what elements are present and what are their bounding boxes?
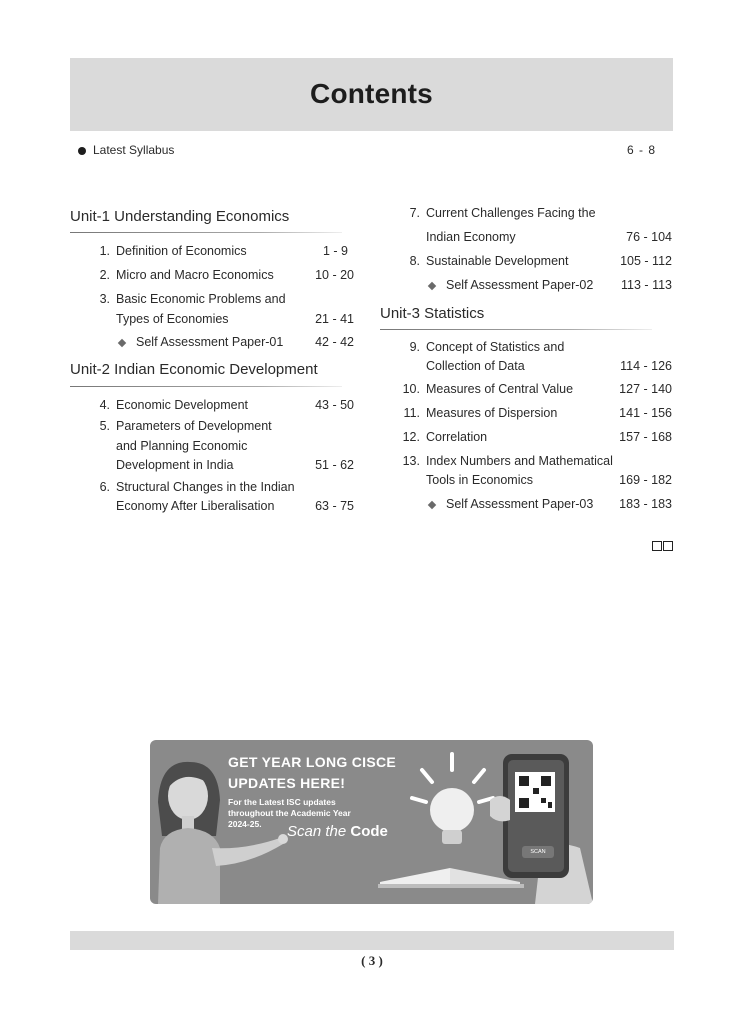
- entry-number: 4.: [99, 398, 110, 412]
- entry-pages: 127 - 140: [619, 382, 672, 396]
- entry-title-cont: Economy After Liberalisation: [116, 499, 275, 513]
- toc-entry-10[interactable]: [398, 380, 672, 400]
- footer-band: [70, 931, 674, 950]
- entry-title: Definition of Economics: [116, 244, 247, 258]
- unit-2-divider: [70, 386, 342, 387]
- entry-number: 1.: [99, 244, 110, 258]
- entry-title: Self Assessment Paper-01: [136, 335, 284, 349]
- toc-entry-7[interactable]: [398, 204, 672, 248]
- entry-title: Basic Economic Problems and: [116, 292, 286, 306]
- entry-title: Measures of Dispersion: [426, 406, 558, 420]
- unit-3-divider: [380, 329, 652, 330]
- lightbulb-icon: [412, 754, 493, 844]
- entry-number: 2.: [99, 268, 110, 282]
- entry-pages: 76 - 104: [626, 230, 672, 244]
- entry-pages: 141 - 156: [619, 406, 672, 420]
- syllabus-pages: 6 - 8: [626, 143, 656, 157]
- entry-title: Sustainable Development: [426, 254, 569, 268]
- entry-pages: 42 - 42: [315, 335, 354, 349]
- entry-pages: 10 - 20: [315, 268, 354, 282]
- entry-number: 11.: [403, 406, 420, 420]
- banner-subtext: For the Latest ISC updates throughout the Academic Year 2024-25.: [228, 797, 351, 829]
- syllabus-label: Latest Syllabus: [93, 143, 175, 157]
- entry-number: 10.: [402, 382, 420, 396]
- entry-number: 6.: [99, 480, 110, 494]
- toc-entry-12[interactable]: [398, 428, 672, 448]
- unit-2-heading: Unit-2 Indian Economic Development: [70, 361, 318, 378]
- entry-title-cont: Tools in Economics: [426, 473, 533, 487]
- contents-header-band: [70, 58, 673, 131]
- entry-pages: 113 - 113: [621, 278, 672, 292]
- entry-title: Current Challenges Facing the: [426, 206, 596, 220]
- diamond-bullet-icon: [428, 282, 436, 290]
- entry-number: 8.: [409, 254, 420, 268]
- entry-title: Structural Changes in the Indian: [116, 480, 295, 494]
- toc-entry-sap-02[interactable]: [398, 276, 672, 296]
- entry-title: Measures of Central Value: [426, 382, 574, 396]
- promo-banner[interactable]: [150, 740, 593, 904]
- entry-pages: 21 - 41: [315, 312, 354, 326]
- bullet-icon: [78, 147, 86, 155]
- entry-title-cont: Development in India: [116, 458, 234, 472]
- toc-entry-11[interactable]: [398, 404, 672, 424]
- page-title: Contents: [310, 78, 433, 109]
- toc-entry-6[interactable]: [88, 478, 354, 518]
- phone-scan-button: SCAN: [530, 849, 546, 855]
- entry-number: 9.: [409, 340, 420, 354]
- toc-entry-3[interactable]: [88, 290, 354, 330]
- entry-number: 3.: [99, 292, 110, 306]
- open-book-icon: [378, 868, 524, 888]
- entry-title-cont: Collection of Data: [426, 359, 525, 373]
- unit-1-divider: [70, 232, 342, 233]
- toc-entry-5[interactable]: [88, 417, 354, 477]
- entry-number: 12.: [402, 430, 420, 444]
- toc-entry-sap-03[interactable]: [398, 495, 672, 515]
- entry-pages: 43 - 50: [315, 398, 354, 412]
- scan-the-code-label: Scan the Code: [287, 823, 388, 840]
- entry-title: Self Assessment Paper-03: [446, 497, 594, 511]
- end-of-section-icon: [652, 538, 674, 556]
- entry-pages: 105 - 112: [620, 254, 672, 268]
- toc-entry-2[interactable]: [88, 266, 354, 286]
- diamond-bullet-icon: [118, 339, 126, 347]
- entry-title-cont: and Planning Economic: [116, 439, 248, 453]
- entry-pages: 183 - 183: [619, 497, 672, 511]
- toc-entry-sap-01[interactable]: [88, 333, 354, 353]
- entry-title: Parameters of Development: [116, 419, 272, 433]
- toc-entry-4[interactable]: [88, 396, 354, 416]
- entry-pages: 51 - 62: [315, 458, 354, 472]
- entry-pages: 169 - 182: [619, 473, 672, 487]
- entry-title-cont: Indian Economy: [426, 230, 516, 244]
- banner-headline: GET YEAR LONG CISCE UPDATES HERE!: [228, 754, 397, 791]
- entry-title: Economic Development: [116, 398, 249, 412]
- entry-pages: 157 - 168: [619, 430, 672, 444]
- entry-number: 13.: [402, 454, 420, 468]
- entry-number: 7.: [409, 206, 420, 220]
- unit-3-heading: Unit-3 Statistics: [380, 305, 485, 322]
- unit-1-heading: Unit-1 Understanding Economics: [70, 208, 290, 225]
- toc-entry-9[interactable]: [398, 338, 672, 378]
- entry-title: Concept of Statistics and: [426, 340, 565, 354]
- entry-number: 5.: [99, 419, 110, 433]
- entry-title: Self Assessment Paper-02: [446, 278, 594, 292]
- entry-pages: 63 - 75: [315, 499, 354, 513]
- entry-pages: 114 - 126: [620, 359, 672, 373]
- entry-pages: 1 - 9: [322, 244, 348, 258]
- page-number: ( 3 ): [361, 953, 383, 968]
- entry-title: Micro and Macro Economics: [116, 268, 274, 282]
- diamond-bullet-icon: [428, 501, 436, 509]
- toc-entry-8[interactable]: [398, 252, 672, 272]
- toc-entry-1[interactable]: [88, 242, 354, 262]
- toc-entry-13[interactable]: [398, 452, 672, 492]
- entry-title: Correlation: [426, 430, 488, 444]
- syllabus-row[interactable]: [78, 143, 656, 161]
- entry-title-cont: Types of Economies: [116, 312, 229, 326]
- entry-title: Index Numbers and Mathematical: [426, 454, 613, 468]
